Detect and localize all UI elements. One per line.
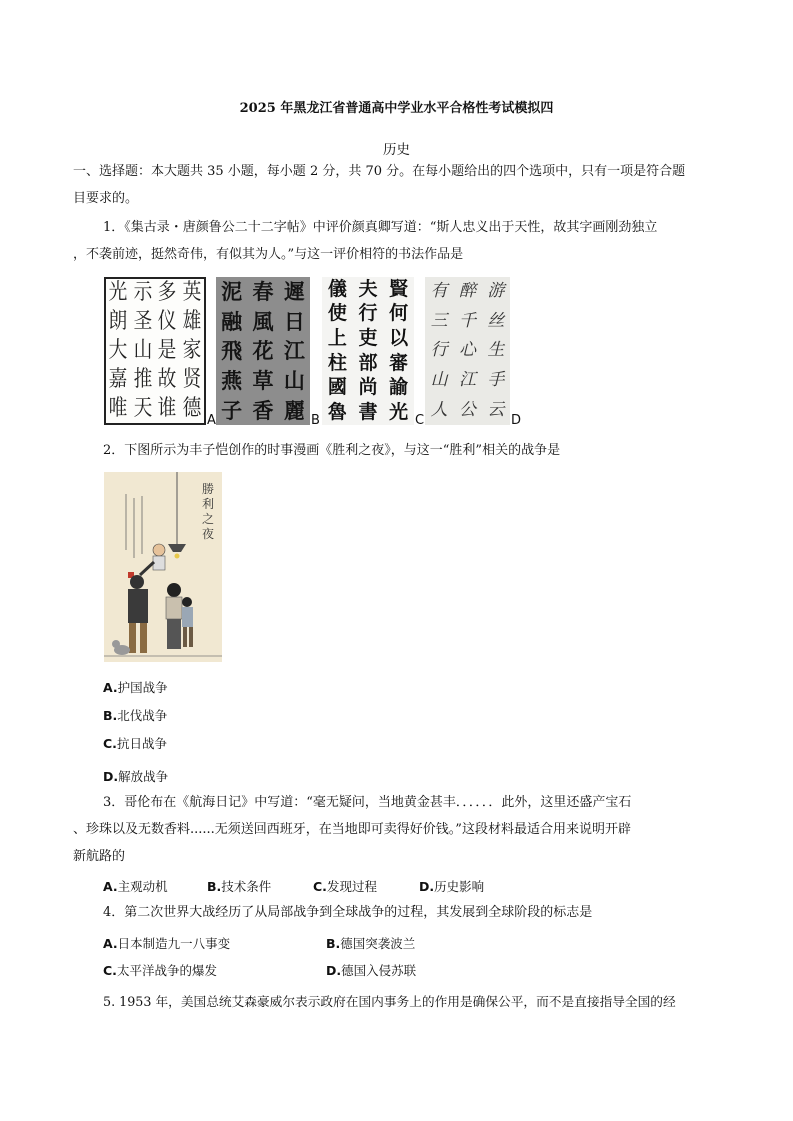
calligraphy-column bbox=[284, 277, 305, 425]
calligraphy-character: 麗 bbox=[283, 397, 305, 423]
section-instructions-line1: 一、选择题：本大题共 35 小题，每小题 2 分，共 70 分。在每小题给出的四个选项中，只有一项是符合题 bbox=[73, 164, 686, 179]
calligraphy-character: 使 bbox=[327, 302, 347, 325]
calligraphy-character: 泥 bbox=[221, 279, 243, 305]
calligraphy-character: 國 bbox=[327, 376, 347, 399]
calligraphy-character: 儀 bbox=[327, 277, 347, 300]
q4-option-d: D.德国入侵苏联 bbox=[326, 963, 417, 978]
calligraphy-character: 仪 bbox=[157, 309, 177, 335]
q3-stem-line1: 3．哥伦布在《航海日记》中写道：“毫无疑问，当地黄金甚丰．．．．．．此外，这里还盛产宝石 bbox=[103, 795, 632, 810]
calligraphy-character: 嘉 bbox=[108, 366, 128, 392]
calligraphy-character: 是 bbox=[157, 337, 177, 363]
calligraphy-character: 圣 bbox=[133, 309, 153, 335]
calligraphy-character: 游 bbox=[487, 281, 505, 302]
q3-option-c: C.发现过程 bbox=[313, 879, 377, 894]
calligraphy-column bbox=[431, 277, 448, 425]
calligraphy-character: 示 bbox=[133, 280, 153, 306]
section-instructions-line2: 目要求的。 bbox=[73, 191, 139, 206]
calligraphy-character: 夫 bbox=[358, 277, 378, 300]
calligraphy-character: 故 bbox=[157, 366, 177, 392]
calligraphy-character: 大 bbox=[108, 337, 128, 363]
q3-option-d: D.历史影响 bbox=[419, 879, 485, 894]
calligraphy-character: 谁 bbox=[157, 395, 177, 421]
calligraphy-character: 融 bbox=[221, 308, 243, 334]
calligraphy-character: 山 bbox=[283, 368, 305, 394]
exam-title: 2025 年黑龙江省普通高中学业水平合格性考试模拟四 bbox=[239, 101, 554, 116]
calligraphy-column bbox=[252, 277, 273, 425]
calligraphy-character: 何 bbox=[389, 302, 409, 325]
calligraphy-character: 天 bbox=[133, 395, 153, 421]
victory-night-cartoon-image bbox=[104, 472, 222, 662]
calligraphy-character: 推 bbox=[133, 366, 153, 392]
calligraphy-character: 上 bbox=[327, 327, 347, 350]
calligraphy-character: 花 bbox=[252, 338, 274, 364]
q2-option-c: C.抗日战争 bbox=[103, 736, 167, 751]
calligraphy-column bbox=[132, 279, 154, 423]
calligraphy-character: 審 bbox=[389, 351, 409, 374]
calligraphy-character: 尚 bbox=[358, 376, 378, 399]
q2-option-d: D.解放战争 bbox=[103, 769, 169, 784]
calligraphy-character: 生 bbox=[487, 340, 505, 361]
cartoon-title: 勝利之夜 bbox=[202, 482, 215, 541]
calligraphy-character: 贤 bbox=[182, 366, 202, 392]
q4-option-a: A.日本制造九一八事变 bbox=[103, 936, 231, 951]
q1-label-c: C bbox=[415, 413, 425, 428]
calligraphy-character: 日 bbox=[283, 308, 305, 334]
q4-option-b: B.德国突袭波兰 bbox=[326, 936, 416, 951]
q2-stem: 2．下图所示为丰子恺创作的时事漫画《胜利之夜》，与这一“胜利”相关的战争是 bbox=[103, 443, 561, 458]
q3-stem-line2: 、珍珠以及无数香料......无须送回西班牙，在当地即可卖得好价钱。”这段材料最适合用来说明开辟 bbox=[73, 822, 631, 837]
calligraphy-character: 公 bbox=[458, 399, 476, 420]
q1-label-d: D bbox=[511, 413, 522, 428]
calligraphy-character: 春 bbox=[252, 279, 274, 305]
calligraphy-character: 書 bbox=[358, 401, 378, 424]
calligraphy-character: 風 bbox=[252, 308, 274, 334]
calligraphy-character: 唯 bbox=[108, 395, 128, 421]
calligraphy-character: 以 bbox=[389, 327, 409, 350]
calligraphy-character: 光 bbox=[108, 280, 128, 306]
q5-stem: 5. 1953 年，美国总统艾森豪威尔表示政府在国内事务上的作用是确保公平，而不是直接指导全国的经 bbox=[103, 994, 676, 1009]
calligraphy-character: 草 bbox=[252, 368, 274, 394]
q3-stem-line3: 新航路的 bbox=[73, 849, 126, 864]
q4-stem: 4．第二次世界大战经历了从局部战争到全球战争的过程，其发展到全球阶段的标志是 bbox=[103, 905, 593, 920]
calligraphy-character: 朗 bbox=[108, 309, 128, 335]
calligraphy-character: 行 bbox=[358, 302, 378, 325]
calligraphy-character: 江 bbox=[458, 370, 476, 391]
calligraphy-character: 光 bbox=[389, 401, 409, 424]
calligraphy-character: 云 bbox=[487, 399, 505, 420]
calligraphy-character: 柱 bbox=[327, 351, 347, 374]
q4-option-c: C.太平洋战争的爆发 bbox=[103, 963, 217, 978]
calligraphy-character: 遲 bbox=[283, 279, 305, 305]
calligraphy-option-b-image bbox=[216, 277, 310, 425]
calligraphy-column bbox=[358, 277, 377, 425]
calligraphy-character: 人 bbox=[430, 399, 448, 420]
calligraphy-option-d-image bbox=[425, 277, 510, 425]
calligraphy-character: 德 bbox=[182, 395, 202, 421]
calligraphy-column bbox=[389, 277, 408, 425]
calligraphy-character: 諭 bbox=[389, 376, 409, 399]
calligraphy-character: 魯 bbox=[327, 401, 347, 424]
calligraphy-character: 多 bbox=[157, 280, 177, 306]
calligraphy-character: 雄 bbox=[182, 309, 202, 335]
calligraphy-column bbox=[156, 279, 178, 423]
calligraphy-character: 三 bbox=[430, 310, 448, 331]
calligraphy-option-a-image bbox=[104, 277, 206, 425]
calligraphy-character: 心 bbox=[458, 340, 476, 361]
q2-option-a: A.护国战争 bbox=[103, 680, 168, 695]
q2-option-b: B.北伐战争 bbox=[103, 708, 168, 723]
calligraphy-character: 香 bbox=[252, 397, 274, 423]
calligraphy-character: 家 bbox=[182, 337, 202, 363]
q1-label-b: B bbox=[311, 413, 320, 428]
calligraphy-character: 醉 bbox=[458, 281, 476, 302]
calligraphy-character: 山 bbox=[430, 370, 448, 391]
calligraphy-column bbox=[487, 277, 504, 425]
q3-option-b: B.技术条件 bbox=[207, 879, 272, 894]
calligraphy-column bbox=[459, 277, 476, 425]
q3-option-a: A.主观动机 bbox=[103, 879, 168, 894]
calligraphy-character: 英 bbox=[182, 280, 202, 306]
q1-stem-line1: 1．《集古录・唐颜鲁公二十二字帖》中评价颜真卿写道：“斯人忠义出于天性，故其字画刚劲独立 bbox=[103, 220, 658, 235]
calligraphy-character: 賢 bbox=[389, 277, 409, 300]
q1-stem-line2: ，不袭前迹，挺然奇伟，有似其为人。”与这一评价相符的书法作品是 bbox=[73, 247, 464, 262]
calligraphy-column bbox=[328, 277, 347, 425]
calligraphy-character: 山 bbox=[133, 337, 153, 363]
calligraphy-column bbox=[221, 277, 242, 425]
calligraphy-character: 吏 bbox=[358, 327, 378, 350]
q1-label-a: A bbox=[207, 413, 216, 428]
calligraphy-character: 江 bbox=[283, 338, 305, 364]
calligraphy-character: 有 bbox=[430, 281, 448, 302]
calligraphy-character: 丝 bbox=[487, 310, 505, 331]
calligraphy-character: 燕 bbox=[221, 368, 243, 394]
calligraphy-character: 飛 bbox=[221, 338, 243, 364]
calligraphy-option-c-image bbox=[322, 277, 414, 425]
calligraphy-character: 千 bbox=[458, 310, 476, 331]
calligraphy-character: 部 bbox=[358, 351, 378, 374]
calligraphy-character: 行 bbox=[430, 340, 448, 361]
subject-title: 历史 bbox=[383, 142, 410, 158]
calligraphy-column bbox=[107, 279, 129, 423]
calligraphy-character: 手 bbox=[487, 370, 505, 391]
calligraphy-column bbox=[181, 279, 203, 423]
calligraphy-character: 子 bbox=[221, 397, 243, 423]
